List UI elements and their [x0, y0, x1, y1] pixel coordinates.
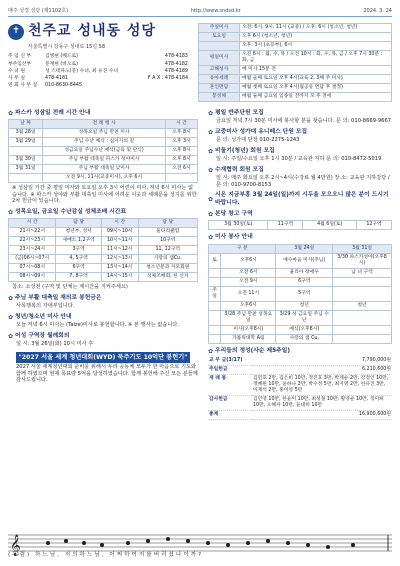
mass-label: 고해성사: [199, 65, 240, 74]
section-cleaning: [208, 211, 392, 230]
church-logo-icon: ✝: [8, 24, 24, 40]
table-row: 오전 9시, 11시(교중미사), 오후 6시: [9, 174, 198, 183]
brand: [8, 23, 188, 41]
adoration-table: 시 간 담 당 시 간 담 당 21시~22시 청년부, 성서 09시~10시 울타리클럽 22시~23시 새매트 1,2구역 10시~11시 10구역 23시~24시 3구역 11시~12시 11, 12구역 (금)06시~07시 4, 5구역 12시~13시 사랑의 샘Cu. 07시~08시 6구역 13시~14시 청소년분과 자모회원 08시~09시 7, 8구역 14시~15시 성체조배회, 한 신자: [8, 218, 198, 282]
flower-icon: ✿: [208, 195, 214, 203]
flower-icon: ✿: [8, 332, 14, 340]
section-text: 일 시: 주일/수요일 오후 1시 30분 / 교육관 지하 문 의: 010-8472-5019: [216, 156, 382, 163]
col-header: 전 례 행 사: [43, 120, 166, 129]
section-text: 금요일 저녁 7시 30분 미사에 봉사할 분을 찾습니다. 문 의: 010-8669-9667: [216, 118, 392, 125]
table-row: 토 오후6시 예수마음 미사(주님) 3/30 파스카성야(오후8시): [209, 253, 392, 268]
table-row: 주일 오전 11시 5구역: [209, 286, 392, 301]
adoration-note: 참소: 소성전 (구역 및 단체는 제시간을 지켜주세요): [12, 284, 128, 291]
section-text: 일 시: 매주 화요일 오후 2시~4시(수강료 월 4만원) 장 소: 교육관 지하강당 / 문 의: 010-9700-8153: [216, 175, 390, 188]
header: [8, 23, 392, 102]
staff-tel: 478-4189: [164, 68, 188, 74]
table-row: 3월 28일 성목요일 주님 만찬 미사 오후 8시: [9, 129, 198, 138]
staff-role: 부주임신부: [8, 61, 32, 67]
church-address: 서울특별시 강동구 성내로 15길 58: [28, 43, 106, 50]
right-column: [208, 106, 392, 420]
table-row: 주일헌금 6,210,600원: [208, 366, 392, 375]
table-row: 3월 31일 주님 부활 대축일 낮미사 오전 6시: [9, 165, 198, 174]
section-title: 성목요일, 금요일 수난감실 성체조배 시간표: [15, 208, 127, 215]
table-row: 교 무 금(3/17) 7,790,000원: [208, 357, 392, 365]
table-row: 3월 30일(토) 11구역 4월 6일(토) 12구역: [209, 221, 392, 230]
flower-icon: ✿: [8, 294, 14, 302]
table-row: 미사(오후8시) 예식(오후8시): [209, 325, 392, 334]
table-row: 가톨릭대학 A팀 사랑의 샘 Cu.: [209, 334, 392, 343]
staff-name: 010-8630-8445: [44, 83, 83, 89]
section-title: 비둘기(청년) 회원 모집: [215, 147, 275, 154]
staff-name: 478-4181: [44, 75, 69, 81]
mass-label: 봉성체: [199, 92, 240, 101]
hymn-lyrics: (후렴) 하느님, 저의하느님, 어찌하여저를버리셨나이까?: [8, 552, 204, 558]
header-left: [8, 23, 188, 102]
staff-role: 사 무 실: [8, 75, 25, 81]
flower-icon: ✿: [208, 166, 214, 174]
section-adoration: [8, 209, 198, 291]
flower-icon: ✿: [8, 313, 14, 321]
table-row: 재 례 봉 김민호 2만, 김은비 10만, 정진호 3만, 박계순 2만, 강정인 10만, 정혜원 10만, 윤하나 3만, 박수정 5만, 최지영 2만, 한유진 3만, 이재석 2만, 홍미영 5만: [208, 375, 392, 396]
flower-icon: ✿: [8, 208, 14, 216]
table-row: 23시~24시 3구역 11시~12시 11, 12구역: [9, 246, 198, 255]
section-title: 평일 반주단원 모집: [215, 109, 264, 116]
mass-value: 오전: 6시, 9시, 11시 (교중) / 오후: 6시 (청소년, 청년): [240, 24, 392, 33]
left-column: [8, 106, 198, 420]
section-service: [208, 234, 392, 343]
mass-value: 오후: 3시 (초등부), 6시: [240, 41, 392, 50]
section-title: 어성 구역장 월례회의: [15, 332, 70, 339]
offering-table: [208, 357, 392, 420]
section-text: 사목행복의 자애부입니다.: [16, 303, 75, 310]
table-row: 08시~09시 7, 8구역 14시~15시 성체조배회, 한 신자: [9, 273, 198, 282]
col-header: 시 간: [165, 120, 197, 129]
issue-date: 2024. 3. 24: [363, 7, 392, 14]
section-accompanist: [208, 110, 392, 125]
top-bar: [8, 6, 392, 17]
section-title: 교중미사 성가대 유니떼스 단원 모집: [215, 128, 308, 135]
section-youth-mass: [8, 314, 198, 329]
staff-tel: 478-4182: [164, 61, 188, 67]
staff-row: [8, 75, 188, 82]
flower-icon: ✿: [208, 128, 214, 136]
mass-label: 주일미사: [199, 24, 240, 33]
section-title: 우리들의 정성(사순 제5주일): [215, 347, 290, 354]
flower-icon: ✿: [208, 109, 214, 117]
section-title: 주님 부활 대축일 재의로 봉헌금은: [15, 294, 102, 301]
section-craft-members: [208, 167, 392, 189]
staff-name: 김병현 (베드로): [44, 54, 79, 60]
flower-icon: ✿: [208, 347, 214, 355]
staff-tel: 478-4183: [164, 54, 188, 60]
mass-label: 혼인면담: [199, 83, 240, 92]
table-row: (금)06시~07시 4, 5구역 12시~13시 사랑의 샘Cu.: [9, 255, 198, 264]
service-table: 구 분 3월 24일 3월 31일 토 오후6시 예수마음 미사(주님) 3/30 파스카성야(오후8시) 오전 6시 율리아 장애우 남 녀 구역 오전 9시 6구역 주일 오전 11시 5구역 오후6시 청년 청년 3/28 주님 만찬 성목요일 3/29 성 금요일 주님 수난 미사(오후8시) 예식(오후8시) 가톨릭대학 A팀 사랑의 샘 Cu.: [208, 244, 392, 344]
mass-label: 토요일: [199, 32, 240, 41]
mass-value: 매월 셋째 토요일 오후 4시(월공동 면담 후 결정): [240, 83, 392, 92]
section-title: 본당 창고 구역: [215, 210, 253, 217]
flower-icon: ✿: [8, 109, 14, 117]
staff-row: [8, 68, 188, 75]
col-header: 날 짜: [9, 120, 43, 129]
mass-value: 오전 6시 : 월, 수, 목 / 오전 10시 : 화, 수, 목, 금 / 오후 7시 30분 : 화, 금: [240, 50, 392, 65]
staff-row: [8, 54, 188, 61]
section-youth-members: [208, 148, 392, 163]
mass-schedule: [198, 23, 392, 102]
table-row: 3/28 주님 만찬 성목요일 3/29 성 금요일 주님 수난: [209, 310, 392, 325]
flower-icon: ✿: [208, 147, 214, 155]
section-notice: [208, 192, 392, 206]
mass-value: 매월 둘째 금요일 임종일 전까지 모 후 전에: [240, 92, 392, 101]
content-columns: [8, 106, 392, 420]
wyd-text: 2027 서울 세계청년대회 준비를 위해서 우리 공동체 모두가 한 마음으로 기도와 함께 하였으며 현재 목표량 5억을 달성하였습니다. 함께 봉헌해 주신 모든 분들께 감사드립니다.: [16, 364, 198, 384]
section-title: 시온 지금부흥 3월 24일(일)까지 시두을 모으오니 많은 분이 드시기 바랍니다.: [215, 192, 389, 206]
table-row: 3월 30일 주님 부활 대축일 파스카 성야미사 오후 8시: [9, 156, 198, 165]
staff-row: [8, 82, 188, 89]
staff-role: 연 회 사 무 실: [8, 83, 38, 89]
cleaning-table: [208, 220, 392, 230]
section-wyd: [8, 352, 198, 384]
table-row: 21시~22시 청년부, 성서 09시~10시 울타리클럽: [9, 228, 198, 237]
mass-label: [199, 41, 240, 50]
treble-clef-icon: 𝄞: [10, 535, 21, 556]
section-district-meeting: [8, 333, 198, 348]
staff-tel: F A X : 478-4184: [147, 75, 188, 81]
header-right: [198, 23, 392, 102]
wyd-headline: "2027 서울 세계 청년대회(WYD) 묵주기도 10억단 봉헌기": [16, 352, 190, 364]
section-triduum: [8, 110, 198, 205]
staff-name: 성 스테파노(중) 수녀, 최 유진 수녀: [44, 68, 119, 74]
staff-role: 주 임 신 부: [8, 54, 32, 60]
section-easter-offering: [8, 295, 198, 310]
website-link[interactable]: http://www.sndsd.kr: [190, 7, 241, 14]
flower-icon: ✿: [208, 210, 214, 218]
table-row: 3월 29일 주님 수난 예식 : 십자가의 길 오후 3시: [9, 138, 198, 147]
table-row: 오후6시 청년 청년: [209, 301, 392, 310]
section-title: 청년/청소년 미사 안내: [15, 313, 72, 320]
triduum-table: [8, 119, 198, 183]
section-offering: [208, 348, 392, 420]
staff-row: [8, 61, 188, 68]
table-row: 성금요일 주님수난 예식(금육 및 단식) 오후 8시: [9, 147, 198, 156]
staff-table: [8, 54, 188, 90]
mass-value: 오후 6시 (청소년, 청년): [240, 32, 392, 41]
mass-value: 매월 둘째 토요일 오후 4시(교육 2, 3째 주 미사): [240, 74, 392, 83]
table-row: 총계 16,900,600원: [208, 411, 392, 420]
table-row: 오전 6시 율리아 장애우 남 녀 구역: [209, 268, 392, 277]
issue-label: 매주 성경 성당 (제1102호): [8, 7, 69, 14]
flower-icon: ✿: [208, 234, 214, 242]
section-title: 파스카 성삼일 전례 시간 안내: [15, 109, 91, 116]
section-choir: [208, 129, 392, 144]
table-row: 감사헌금 김민영 10만, 한윤미 10만, 최성철 10만, 황영순 10만, 정미희 10만, 오혜자 10만, 윤대희 10만: [208, 396, 392, 411]
triduum-note: ※ 성삼일 기간 중 평일 미사와 토요일 오후 3시 어린이 미사, 저녁 6시 미사는 없습니다. ※ 파스카 성야와 부활 대축일 미사에 어려운 이웃과 세례문을 성지를 위한 2차 헌금이 있습니다.: [12, 185, 197, 205]
mass-label: 유아세례: [199, 74, 240, 83]
staff-tel: [137, 82, 188, 89]
table-row: 22시~23시 새매트 1,2구역 10시~11시 10구역: [9, 237, 198, 246]
table-row: 오전 9시 6구역: [209, 277, 392, 286]
section-title: 미사 봉사 안내: [215, 234, 253, 241]
staff-name: 문재현 (바오로): [44, 61, 79, 67]
section-text: 일 시: 3월 26일(화) 10시 미사 후: [16, 341, 94, 348]
staff-role: 수 녀 원: [8, 68, 25, 74]
mass-label: 평일미사: [199, 50, 240, 65]
mass-value: 매 미사 15분 전: [240, 65, 392, 74]
section-text: 문 의: 성가대 단장 010-2275-1243: [216, 137, 300, 144]
church-name: 천주교 성내동 성당: [28, 23, 156, 39]
table-row: 07시~08시 6구역 13시~14시 청소년분과 자모회원: [9, 264, 198, 273]
section-text: 오늘 저녁 6시 미사는 (Taize)미사로 봉헌합니다. ※ 본 행사는 없습니다.: [16, 322, 179, 329]
section-title: 수재협력 회원 모집: [215, 166, 264, 173]
